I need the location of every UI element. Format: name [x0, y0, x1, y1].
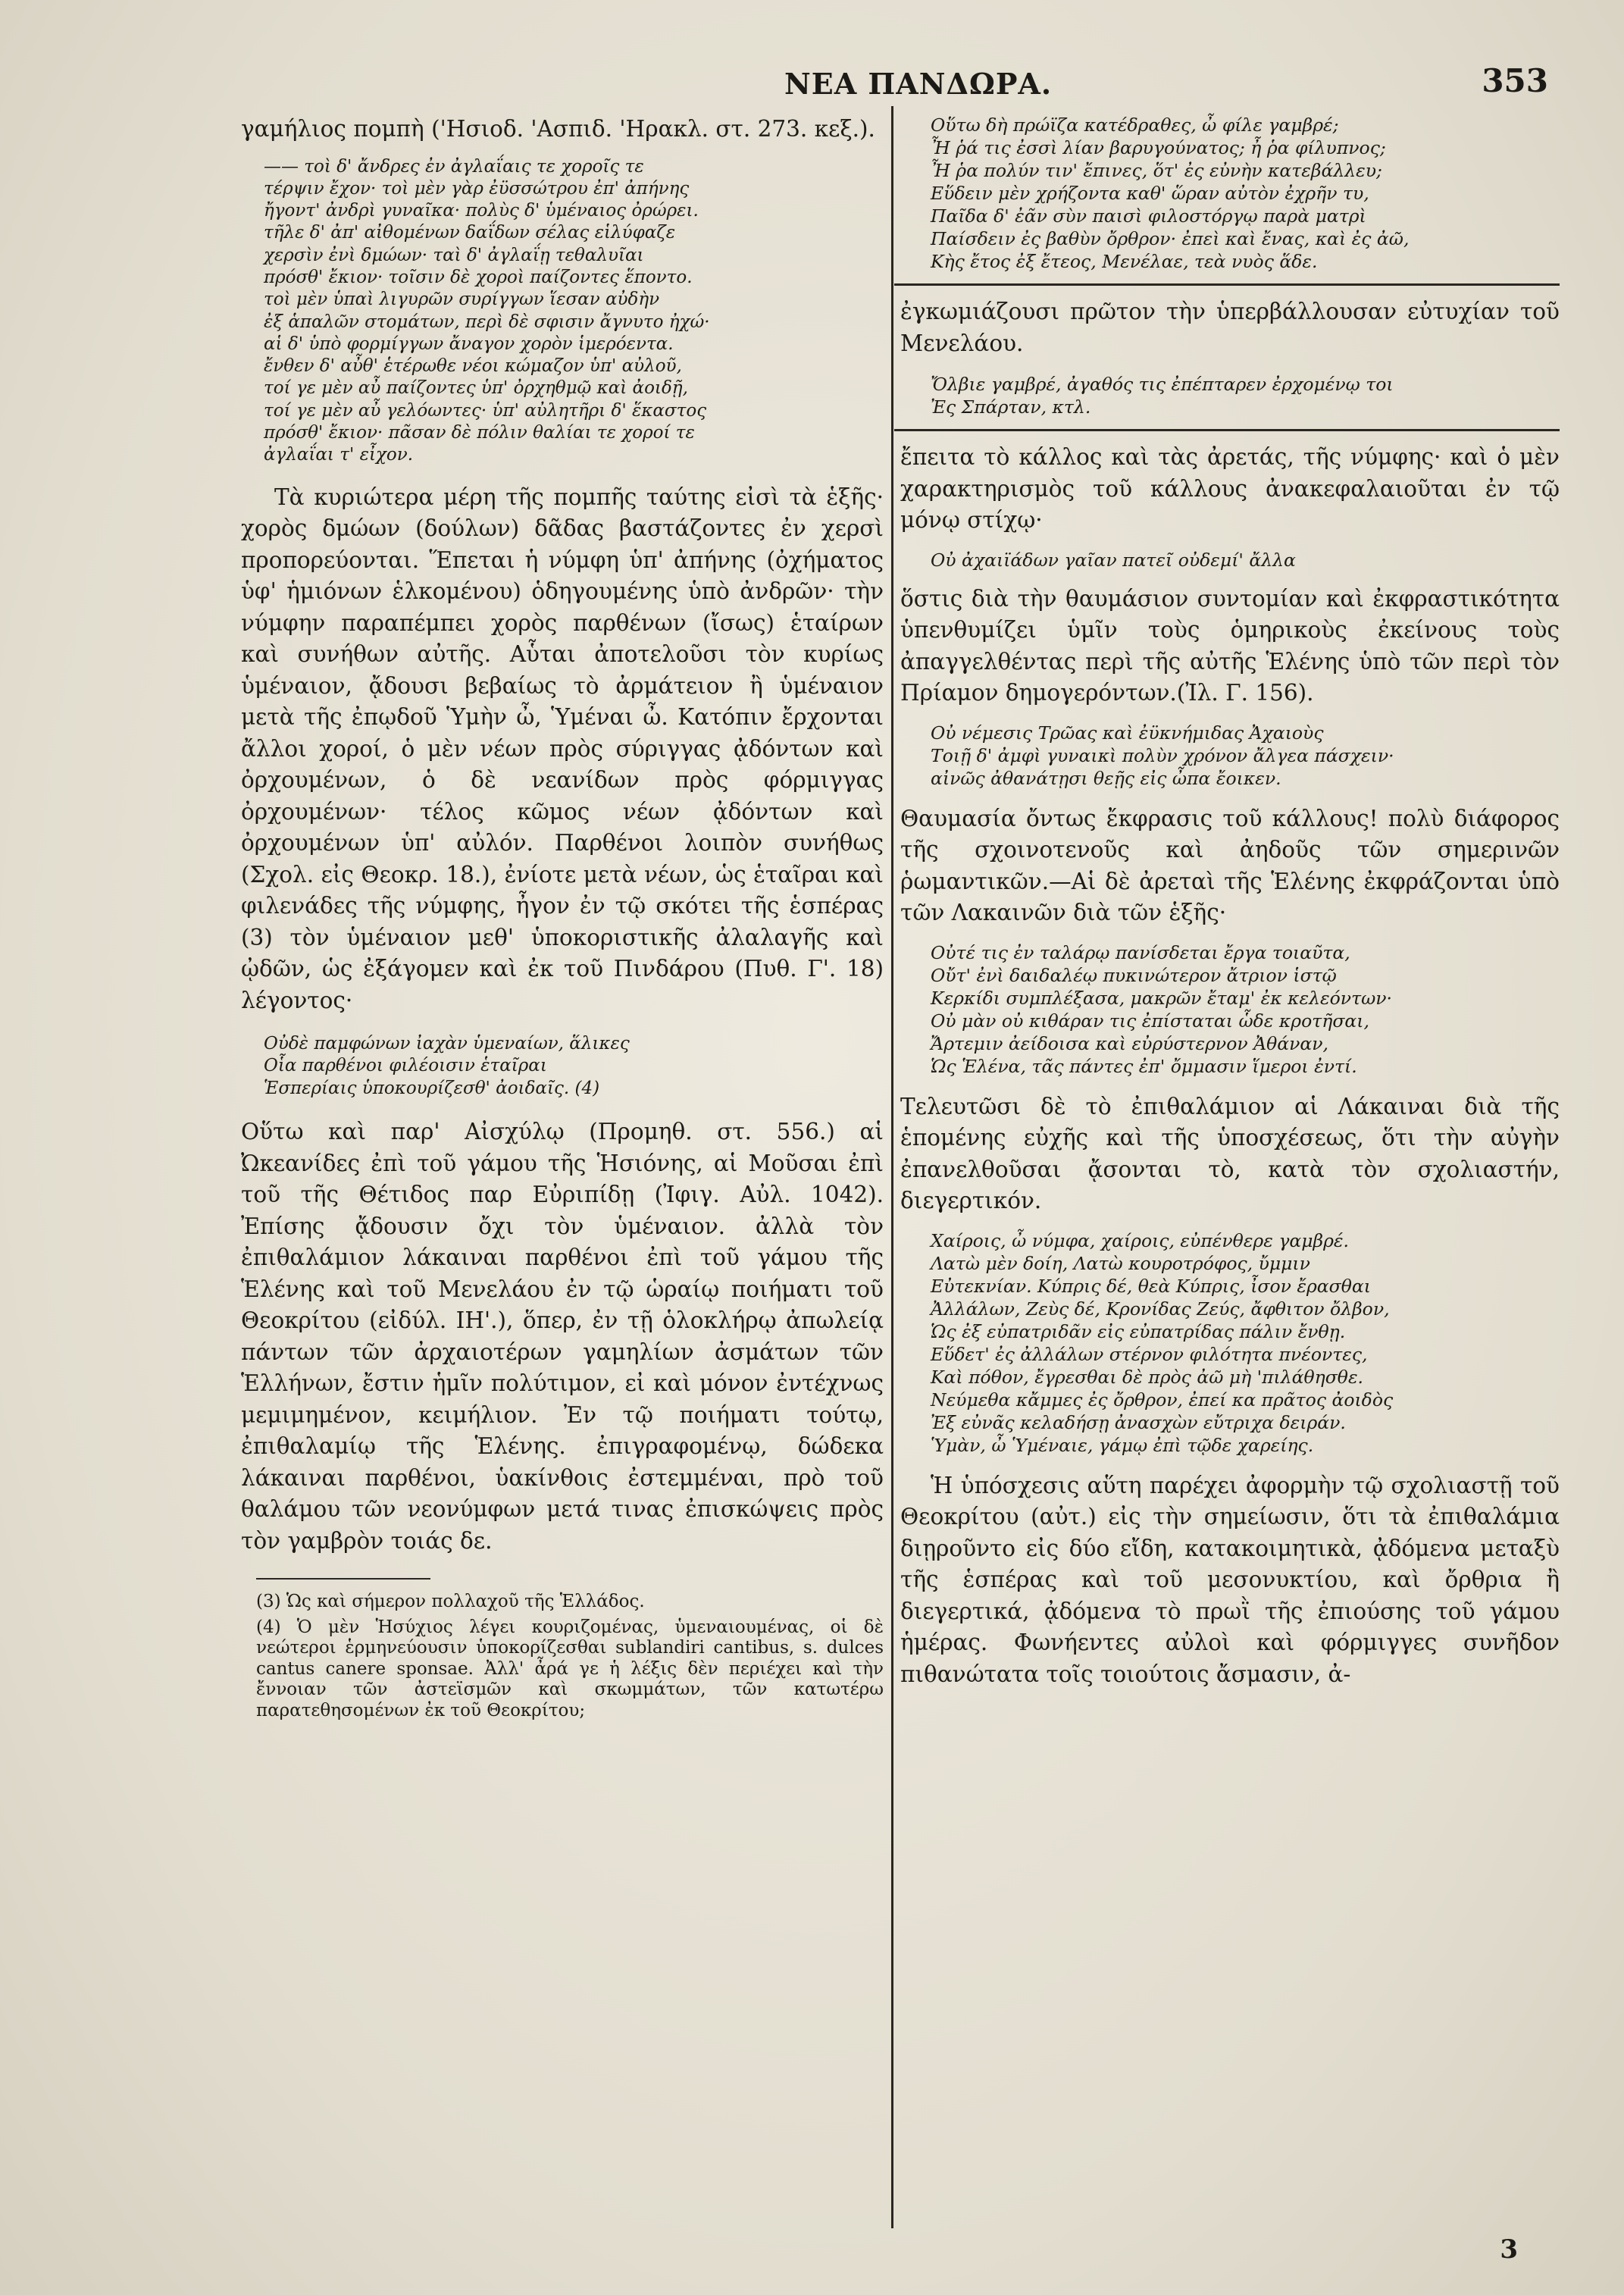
paragraph: Θαυμασία ὄντως ἔκφρασις τοῦ κάλλους! πολὺ διάφορος τῆς σχοινοτενοῦς καὶ ἀηδοῦς τῶν σημερινῶν ῥωμαντικῶν.—Αἱ δὲ ἀρεταὶ τῆς Ἑλένης ἐκφράζονται ὑπὸ τῶν Λακαινῶν διὰ τῶν ἑξῆς· — [900, 805, 1560, 925]
left-column — [241, 114, 884, 1721]
verse-quotation: Ὄλβιε γαμβρέ, ἀγαθός τις ἐπέπταρεν ἐρχομένῳ τοι Ἐς Σπάρταν, κτλ. — [931, 374, 1394, 418]
section-rule — [894, 283, 1560, 286]
paragraph: Ἡ ὑπόσχεσις αὕτη παρέχει ἀφορμὴν τῷ σχολιαστῇ τοῦ Θεοκρίτου (αὐτ.) εἰς τὴν σημείωσιν, ὅτι τὰ ἐπιθαλάμια διῃροῦντο εἰς δύο εἴδη, κατακοιμητικὰ, ᾀδόμενα μεταξὺ τῆς ἑσπέρας καὶ τοῦ μεσονυκτίου, καὶ ὄρθρια ἢ διεγερτικά, ᾀδόμενα τὸ πρωῒ τῆς ἐπιούσης τοῦ γάμου ἡμέρας. Φωνήεντες αὐλοὶ καὶ φόρμιγγες συνῆδον πιθανώτατα τοῖς τοιούτοις ἄσμασιν, ἀ- — [900, 1472, 1560, 1687]
footnote: (4) Ὁ μὲν Ἡσύχιος λέγει κουριζομένας, ὑμεναιουμένας, οἱ δὲ νεώτεροι ἑρμηνεύουσιν ὑποκορίζεσθαι sublandiri cantibus, s. dulces cantus canere sponsae. Ἀλλ' ἆρά γε ἡ λέξις δὲν περιέχει καὶ τὴν ἔννοιαν τῶν ἀστεϊσμῶν καὶ σκωμμάτων, τῶν κατωτέρω παρατεθησομένων ἐκ τοῦ Θεοκρίτου; — [256, 1617, 884, 1720]
footnote: (3) Ὡς καὶ σήμερον πολλαχοῦ τῆς Ἑλλάδος. — [256, 1592, 645, 1612]
verse-quotation: Οὕτω δὴ πρώϊζα κατέδραθες, ὦ φίλε γαμβρέ; Ἦ ῥά τις ἐσσὶ λίαν βαρυγούνατος; ἦ ῥα φίλυπνος; Ἦ ῥα πολύν τιν' ἔπινες, ὅτ' ἐς εὐνὴν κατεβάλλευ; Εὕδειν μὲν χρήζοντα καθ' ὥραν αὐτὸν ἐχρῆν τυ, Παῖδα δ' ἐᾶν σὺν παισὶ φιλοστόργῳ παρὰ ματρὶ Παίσδειν ἐς βαθὺν ὄρθρον· ἐπεὶ καὶ ἔνας, καὶ ἐς ἀῶ, Κὴς ἔτος ἐξ ἔτεος, Μενέλαε, τεὰ νυὸς ἅδε. — [931, 114, 1410, 272]
paragraph: Τελευτῶσι δὲ τὸ ἐπιθαλάμιον αἱ Λάκαιναι διὰ τῆς ἑπομένης εὐχῆς καὶ τῆς ὑποσχέσεως, ὅτι τὴν αὐγὴν ἐπανελθοῦσαι ᾄσονται τὸ, κατὰ τὸν σχολιαστήν, διεγερτικόν. — [900, 1093, 1560, 1213]
paragraph: Τὰ κυριώτερα μέρη τῆς πομπῆς ταύτης εἰσὶ τὰ ἑξῆς· χορὸς δμώων (δούλων) δᾶδας βαστάζοντες ἐν χερσὶ προπορεύονται. Ἕπεται ἡ νύμφη ὑπ' ἀπήνης (ὀχήματος ὑφ' ἡμιόνων ἑλκομένου) ὁδηγουμένης ὑπὸ ἀνδρῶν· τὴν νύμφην παραπέμπει χορὸς παρθένων (ἴσως) ἑταίρων καὶ συνήθων αὐτῆς. Αὗται ἀποτελοῦσι τὸν κυρίως ὑμέναιον, ᾄδουσι βεβαίως τὸ ἀρμάτειον ἢ ὑμέναιον μετὰ τῆς ἐπῳδοῦ Ὑμὴν ὦ, Ὑμέναι ὦ. Κατόπιν ἔρχονται ἄλλοι χοροί, ὁ μὲν νέων πρὸς σύριγγας ᾀδόντων καὶ ὀρχουμένων, ὁ δὲ νεανίδων πρὸς φόρμιγγας ὀρχουμένων· τέλος κῶμος νέων ᾀδόντων καὶ ὀρχουμένων ὑπ' αὐλόν. Παρθένοι λοιπὸν συνήθως (Σχολ. εἰς Θεοκρ. 18.), ἐνίοτε μετὰ νέων, ὡς ἑταῖραι καὶ φιλενάδες τῆς νύμφης, ἦγον ἐν τῷ σκότει τῆς ἑσπέρας (3) τὸν ὑμέναιον μεθ' ὑποκοριστικῆς ἀλαλαγῆς καὶ ᾠδῶν, ὡς ἐξάγομεν καὶ ἐκ τοῦ Πινδάρου (Πυθ. Γ'. 18) λέγοντος· — [241, 484, 884, 1013]
verse-quotation: Οὐ νέμεσις Τρῶας καὶ ἐϋκνήμιδας Ἀχαιοὺς Τοιῇ δ' ἀμφὶ γυναικὶ πολὺν χρόνον ἄλγεα πάσχειν· αἰνῶς ἀθανάτῃσι θεῇς εἰς ὦπα ἔοικεν. — [931, 722, 1394, 789]
verse-quotation: Χαίροις, ὦ νύμφα, χαίροις, εὐπένθερε γαμβρέ. Λατὼ μὲν δοίη, Λατὼ κουροτρόφος, ὔμμιν Εὐτεκνίαν. Κύπρις δέ, θεὰ Κύπρις, ἶσον ἔρασθαι Ἀλλάλων, Ζεὺς δέ, Κρονίδας Ζεύς, ἄφθιτον ὄλβον, Ὡς ἐξ εὐπατριδᾶν εἰς εὐπατρίδας πάλιν ἔνθῃ. Εὕδετ' ἐς ἀλλάλων στέρνον φιλότητα πνέοντες, Καὶ πόθον, ἔγρεσθαι δὲ πρὸς ἀῶ μὴ 'πιλάθησθε. Νεύμεθα κἄμμες ἐς ὄρθρον, ἐπεί κα πρᾶτος ἀοιδὸς Ἐξ εὐνᾶς κελαδήσῃ ἀνασχὼν εὔτριχα δειράν. Ὑμὰν, ὦ Ὑμέναιε, γάμῳ ἐπὶ τῷδε χαρείης. — [931, 1229, 1394, 1456]
footnote-rule — [256, 1578, 430, 1580]
verse-quotation: —— τοὶ δ' ἄνδρες ἐν ἀγλαΐαις τε χοροῖς τε τέρψιν ἔχον· τοὶ μὲν γὰρ ἐϋσσώτρου ἐπ' ἀπήνης ἤγοντ' ἀνδρὶ γυναῖκα· πολὺς δ' ὑμέναιος ὀρώρει. τῆλε δ' ἀπ' αἰθομένων δαΐδων σέλας εἱλύφαζε χερσὶν ἐνὶ δμώων· ταὶ δ' ἀγλαΐῃ τεθαλυῖαι πρόσθ' ἔκιον· τοῖσιν δὲ χοροὶ παίζοντες ἕποντο. τοὶ μὲν ὑπαὶ λιγυρῶν συρίγγων ἵεσαν αὐδὴν ἐξ ἁπαλῶν στομάτων, περὶ δὲ σφισιν ἄγνυτο ἠχώ· αἱ δ' ὑπὸ φορμίγγων ἄναγον χορὸν ἱμερόεντα. ἔνθεν δ' αὖθ' ἑτέρωθε νέοι κώμαζον ὑπ' αὐλοῦ, τοί γε μὲν αὖ παίζοντες ὑπ' ὀρχηθμῷ καὶ ἀοιδῇ, τοί γε μὲν αὖ γελόωντες· ὑπ' αὐλητῆρι δ' ἕκαστος πρόσθ' ἔκιον· πᾶσαν δὲ πόλιν θαλίαι τε χοροί τε ἀγλαΐαι τ' εἶχον. — [264, 156, 710, 465]
column-divider — [891, 106, 893, 2228]
paragraph: ὅστις διὰ τὴν θαυμάσιον συντομίαν καὶ ἐκφραστικότητα ὑπενθυμίζει ὑμῖν τοὺς ὁμηρικοὺς ἐκείνους τοὺς ἀπαγγελθέντας περὶ τῆς αὐτῆς Ἑλένης ὑπὸ τῶν περὶ τὸν Πρίαμον δημογερόντων.(Ἰλ. Γ. 156). — [900, 585, 1560, 706]
paragraph: ἔπειτα τὸ κάλλος καὶ τὰς ἀρετάς, τῆς νύμφης· καὶ ὁ μὲν χαρακτηρισμὸς τοῦ κάλλους ἀνακεφαλαιοῦται ἐν τῷ μόνῳ στίχῳ· — [900, 444, 1560, 533]
paragraph: Οὕτω καὶ παρ' Αἰσχύλῳ (Προμηθ. στ. 556.) αἱ Ὠκεανίδες ἐπὶ τοῦ γάμου τῆς Ἡσιόνης, αἱ Μοῦσαι ἐπὶ τοῦ τῆς Θέτιδος παρ Εὐριπίδῃ (Ἰφιγ. Αὐλ. 1042). Ἐπίσης ᾄδουσιν ὄχι τὸν ὑμέναιον. ἀλλὰ τὸν ἐπιθαλάμιον λάκαιναι παρθένοι ἐπὶ τοῦ γάμου τῆς Ἑλένης καὶ τοῦ Μενελάου ἐν τῷ ὡραίῳ ποιήματι τοῦ Θεοκρίτου (εἰδύλ. ΙΗ'.), ὅπερ, ἐν τῇ ὁλοκλήρῳ ἀπωλείᾳ πάντων τῶν ἀρχαιοτέρων γαμηλίων ἀσμάτων τῶν Ἑλλήνων, ἔστιν ἡμῖν πολύτιμον, εἰ καὶ μόνον ἐντέχνως μεμιμημένον, κειμήλιον. Ἐν τῷ ποιήματι τούτῳ, ἐπιθαλαμίῳ τῆς Ἑλένης. ἐπιγραφομένῳ, δώδεκα λάκαιναι παρθένοι, ὑακίνθοις ἐστεμμέναι, πρὸ τοῦ θαλάμου τῶν νεονύμφων μετά τινας ἐπισκώψεις πρὸς τὸν γαμβρὸν τοιάς δε. — [241, 1119, 884, 1554]
paragraph: ἐγκωμιάζουσι πρῶτον τὴν ὑπερβάλλουσαν εὐτυχίαν τοῦ Μενελάου. — [900, 299, 1560, 356]
verse-quotation: Οὐδὲ παμφώνων ἰαχὰν ὑμεναίων, ἅλικες Οἷα παρθένοι φιλέοισιν ἑταῖραι Ἑσπερίαις ὑποκουρίζεσθ' ἀοιδαῖς. (4) — [264, 1034, 630, 1098]
verse-quotation: Οὐτέ τις ἐν ταλάρῳ πανίσδεται ἔργα τοιαῦτα, Οὔτ' ἐνὶ δαιδαλέῳ πυκινώτερον ἄτριον ἱστῷ Κερκίδι συμπλέξασα, μακρῶν ἔταμ' ἐκ κελεόντων· Οὐ μὰν οὐ κιθάραν τις ἐπίσταται ὧδε κροτῆσαι, Ἄρτεμιν ἀείδοισα καὶ εὐρύστερνον Ἀθάναν, Ὡς Ἑλένα, τᾶς πάντες ἐπ' ὄμμασιν ἵμεροι ἐντί. — [931, 941, 1392, 1077]
signature-mark: 3 — [1500, 2234, 1518, 2265]
running-title: ΝΕΑ ΠΑΝΔΩΡΑ. — [784, 67, 1053, 101]
verse-quotation: Οὐ ἀχαιϊάδων γαῖαν πατεῖ οὐδεμί' ἄλλα — [931, 549, 1296, 571]
section-rule — [894, 429, 1560, 431]
paragraph: γαμήλιος πομπὴ ('Ησιοδ. 'Ασπιδ. 'Ηρακλ. στ. 273. κεξ.). — [241, 116, 875, 142]
right-column — [900, 114, 1560, 1690]
page-number: 353 — [1482, 62, 1548, 99]
